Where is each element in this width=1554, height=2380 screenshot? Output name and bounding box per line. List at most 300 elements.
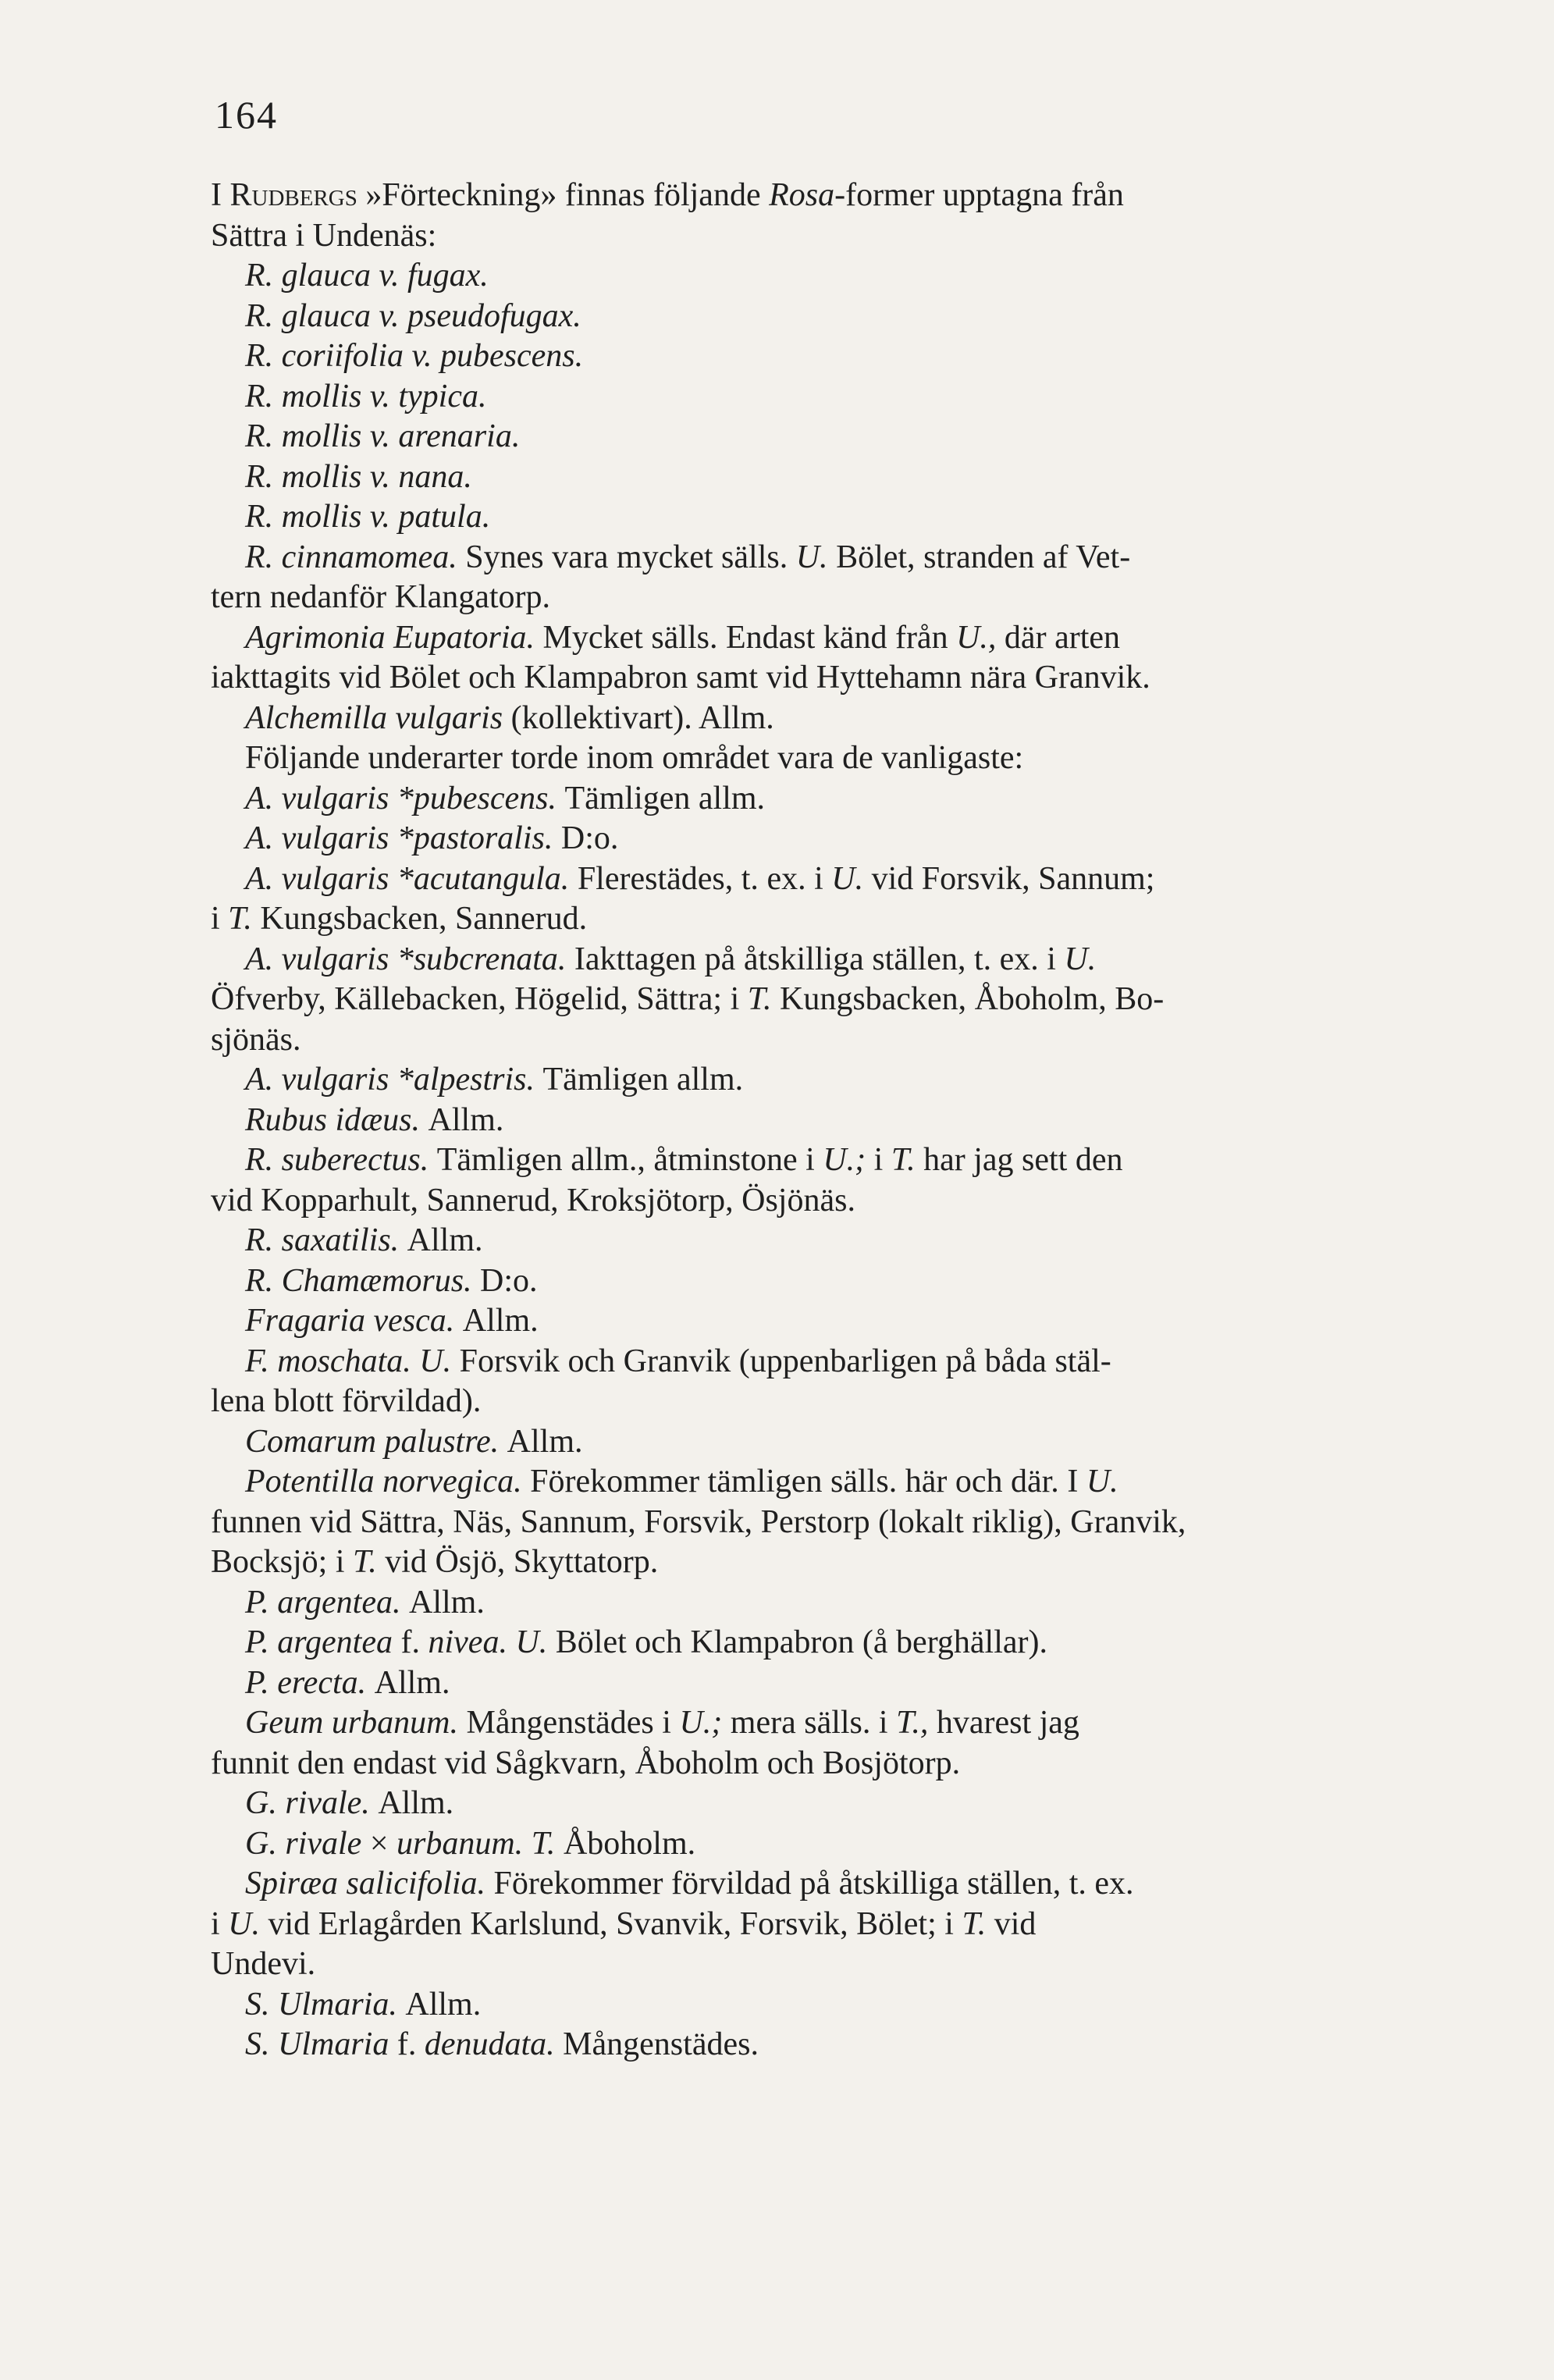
line-word: patula. [398, 499, 491, 535]
line-word: G. [245, 1785, 286, 1821]
line-word: Synes [465, 539, 553, 575]
line-word: glauca [281, 297, 379, 334]
line-word: R. [245, 499, 282, 535]
line-word: i [730, 981, 748, 1017]
line-word: vara [552, 539, 617, 575]
line-word: × [369, 1825, 397, 1862]
line-word: i [211, 901, 229, 937]
text-line-7 [211, 417, 1436, 457]
text-line-23 [211, 1060, 1436, 1101]
line-word: U. [515, 1624, 556, 1660]
text-line-45 [211, 1944, 1436, 1985]
line-word: vesca. [373, 1303, 463, 1339]
line-word: v. [369, 499, 399, 535]
line-word: U. [831, 860, 872, 897]
line-word: jag [1039, 1705, 1079, 1741]
line-word: Allm. [428, 1101, 504, 1138]
line-word: v. [379, 297, 407, 334]
text-line-22 [211, 1020, 1436, 1061]
line-word: på [799, 1866, 839, 1902]
line-word: har [923, 1142, 974, 1178]
line-word: i [211, 1905, 229, 1942]
text-line-11 [211, 578, 1436, 618]
text-line-10 [211, 538, 1436, 578]
line-word: t. [973, 941, 1000, 977]
text-line-24 [211, 1101, 1436, 1141]
line-word: och [766, 1745, 823, 1781]
line-word: Iakttagen [574, 941, 705, 977]
line-word: Endast [725, 619, 823, 656]
line-word: U., [956, 619, 1005, 656]
line-word: (uppenbarligen [738, 1343, 946, 1379]
line-word: arten [1054, 619, 1121, 656]
line-word: U. [228, 1905, 268, 1942]
line-word: Tämligen [436, 1142, 571, 1178]
quoted-title: »Förteckning» [365, 177, 557, 213]
line-word: *pubescens. [397, 780, 565, 816]
line-word: vulgaris [281, 780, 397, 816]
line-word: i [335, 1544, 354, 1580]
line-word: Chamæmorus. [281, 1262, 481, 1299]
line-word: pubescens. [440, 338, 584, 374]
line-word: vid [766, 660, 816, 696]
line-word: ställen, [967, 1866, 1069, 1902]
line-word: vid [211, 1182, 261, 1218]
line-word: på [704, 941, 744, 977]
line-word: området [662, 740, 778, 776]
text-line-12 [211, 618, 1436, 659]
line-word: förvildad [670, 1866, 800, 1902]
line-word: inom [586, 740, 663, 776]
line-word: urbanum. [331, 1705, 467, 1741]
text-line-25 [211, 1140, 1436, 1181]
line-word: t. [741, 860, 767, 897]
line-word: *subcrenata. [397, 941, 574, 977]
text-line-41 [211, 1784, 1436, 1824]
line-word: Sättra; [636, 981, 731, 1017]
line-word: v. [379, 258, 407, 293]
line-word: tämligen [707, 1464, 831, 1500]
line-word: Klampabron [524, 660, 696, 696]
line-word: Erlagården [318, 1905, 471, 1942]
line-word: vid [444, 1745, 495, 1781]
line-word: T. [353, 1544, 386, 1580]
line-word: Granvik. [1034, 660, 1150, 696]
text-line-17 [211, 819, 1436, 859]
text-line-37 [211, 1623, 1436, 1663]
line-word: Allm. [462, 1303, 539, 1339]
line-word: A. [245, 860, 282, 897]
text-line-31 [211, 1382, 1436, 1422]
text-line-47 [211, 2025, 1436, 2065]
line-word: sälls. [804, 1705, 879, 1741]
line-word: allm. [676, 1062, 744, 1098]
text-line-14 [211, 699, 1436, 739]
line-word: R. [245, 378, 282, 414]
line-word: Svanvik, [616, 1905, 740, 1942]
line-word: T. [747, 981, 780, 1017]
text-line-43 [211, 1864, 1436, 1905]
text-line-4 [211, 297, 1436, 337]
text-line-3 [211, 256, 1436, 297]
line-word: Vet- [1076, 539, 1131, 575]
line-word: Följande [245, 740, 368, 776]
line-word: rivale [285, 1825, 370, 1862]
line-word: v. [411, 338, 441, 374]
line-word: Hyttehamn [816, 660, 970, 696]
line-word: riklig), [972, 1503, 1071, 1540]
line-word: stranden [923, 539, 1043, 575]
line-word: R. [245, 297, 282, 334]
text-line-42 [211, 1824, 1436, 1865]
line-word: tern [211, 579, 270, 615]
line-word: v. [369, 418, 399, 454]
line-word: Mycket [542, 619, 652, 656]
line-word: t. [1069, 1866, 1095, 1902]
line-word: Karlslund, [470, 1905, 617, 1942]
line-word: T. [962, 1905, 994, 1942]
text-line-34 [211, 1503, 1436, 1543]
line-word: S. [245, 2026, 278, 2062]
line-word: Högelid, [514, 981, 637, 1017]
line-word: där [1004, 619, 1055, 656]
line-word: Spiræa [245, 1866, 347, 1902]
line-word: T., [896, 1705, 937, 1741]
text-line-19 [211, 899, 1436, 940]
text-line-15 [211, 738, 1436, 779]
line-word: Näs, [453, 1503, 521, 1540]
line-word: denudata. [424, 2026, 564, 2062]
line-word: åtskilliga [743, 941, 873, 977]
line-word: R. [245, 539, 282, 575]
line-word: Rubus [245, 1101, 336, 1138]
line-word: sett [1022, 1142, 1076, 1178]
line-word: torde [510, 740, 587, 776]
line-word: arenaria. [398, 418, 521, 454]
line-word: urbanum. [397, 1825, 532, 1862]
line-word: vid [871, 860, 922, 897]
line-word: F. [245, 1343, 278, 1379]
line-word: vid [994, 1905, 1037, 1942]
page-number: 164 [215, 93, 278, 137]
line-word: vid [339, 660, 389, 696]
text-line-2 [211, 216, 1436, 257]
line-word: där. [1011, 1464, 1068, 1500]
line-word: lena [211, 1383, 274, 1419]
line-word: i [805, 1142, 823, 1178]
text-line-32 [211, 1422, 1436, 1463]
text-line-5 [211, 336, 1436, 377]
line-word: Åboholm, [974, 981, 1115, 1017]
line-word: sälls. [721, 539, 796, 575]
line-word: stäl- [1054, 1343, 1111, 1379]
line-word: Sättra, [360, 1503, 453, 1540]
text-line-33 [211, 1462, 1436, 1503]
line-word: Potentilla [245, 1464, 383, 1500]
line-word: i [662, 1705, 680, 1741]
line-word: hvarest [936, 1705, 1040, 1741]
line-word: Mångenstädes. [563, 2026, 759, 2062]
line-word: fugax. [407, 258, 489, 293]
line-word: A. [245, 941, 282, 977]
line-word: båda [984, 1343, 1055, 1379]
line-word: af [1042, 539, 1076, 575]
line-word: vulgaris [281, 820, 397, 856]
line-word: Ulmaria. [278, 1986, 406, 2022]
line-word: Forsvik, [739, 1905, 857, 1942]
genus-name: Rosa [769, 177, 835, 213]
line-word: i [873, 1142, 891, 1178]
text-line-28 [211, 1261, 1436, 1302]
line-word: pseudofugax. [407, 297, 581, 334]
line-word: suberectus. [281, 1142, 437, 1178]
line-word: Fragaria [245, 1303, 374, 1339]
line-word: Forsvik, [644, 1503, 761, 1540]
line-word: *alpestris. [397, 1062, 543, 1098]
line-word: vara [777, 740, 843, 776]
line-word: vulgaris [281, 860, 397, 897]
line-word: Bölet [555, 1624, 635, 1660]
line-word: Åboholm [635, 1745, 767, 1781]
line-word: Allm. [507, 1423, 583, 1460]
line-word: Åboholm. [563, 1825, 696, 1862]
line-word: Kungsbacken, [779, 981, 975, 1017]
line-word: mera [730, 1705, 805, 1741]
text-line-29 [211, 1301, 1436, 1342]
line-word: U. [419, 1343, 460, 1379]
line-word: Sättra [211, 217, 296, 254]
line-word: U. [1086, 1464, 1118, 1500]
line-word: blott [273, 1383, 342, 1419]
line-word: mollis [281, 418, 370, 454]
line-word: de [842, 740, 882, 776]
line-word: T. [891, 1142, 924, 1178]
line-word: vulgaris [281, 1062, 397, 1098]
text-line-36 [211, 1583, 1436, 1624]
line-word: argentea. [277, 1584, 409, 1620]
line-word: (å [862, 1624, 897, 1660]
line-word: A. [245, 820, 282, 856]
line-word: rivale. [285, 1785, 379, 1821]
line-word: nära [969, 660, 1035, 696]
line-word: funnit [211, 1745, 297, 1781]
line-word: Bölet [389, 660, 469, 696]
line-word: Öfverby, [211, 981, 335, 1017]
line-word: mollis [281, 458, 370, 495]
page-body [211, 176, 1436, 2065]
line-word: Bölet, [836, 539, 924, 575]
line-word: Comarum [245, 1423, 385, 1460]
line-word: förvildad). [341, 1383, 482, 1419]
line-word: sälls. [651, 619, 726, 656]
line-word: Kopparhult, [261, 1182, 427, 1218]
line-word: och [468, 660, 525, 696]
text-lines [211, 216, 1436, 2065]
line-word: Eupatoria. [393, 619, 543, 656]
line-word: i [878, 1705, 897, 1741]
line-word: f. [397, 2026, 425, 2062]
line-word: D:o. [480, 1262, 538, 1299]
text-line-9 [211, 497, 1436, 538]
text-line-18 [211, 859, 1436, 900]
line-word: Bo- [1115, 981, 1165, 1017]
text-line-20 [211, 940, 1436, 980]
line-word: ex. [766, 860, 815, 897]
line-word: vanligaste: [881, 740, 1024, 776]
line-word: argentea [277, 1624, 401, 1660]
line-word: v. [369, 458, 399, 495]
line-word: i [1047, 941, 1065, 977]
line-word: Forsvik [459, 1343, 568, 1379]
line-word: (kollektivart). [510, 699, 699, 736]
line-word: vid [268, 1905, 318, 1942]
line-word: underarter [368, 740, 511, 776]
line-word: R. [245, 338, 282, 374]
line-word: jag [973, 1142, 1022, 1178]
line-word: Tämligen [542, 1062, 677, 1098]
line-word: funnen [211, 1503, 311, 1540]
line-word: Förekommer [493, 1866, 671, 1902]
line-word: Ösjönäs. [741, 1182, 855, 1218]
line-word: Allm. [407, 1222, 483, 1258]
line-word: U.; [823, 1142, 874, 1178]
line-word: Sannum, [520, 1503, 645, 1540]
line-word: typica. [398, 378, 487, 414]
line-word: på [945, 1343, 985, 1379]
line-word: Sannerud. [455, 901, 588, 937]
line-word: från [894, 619, 957, 656]
line-word: saxatilis. [281, 1222, 407, 1258]
line-word: och [955, 1464, 1011, 1500]
line-word: allm., [571, 1142, 654, 1178]
line-word: Ulmaria [278, 2026, 397, 2062]
text-line-30 [211, 1342, 1436, 1382]
line-word: R. [245, 1262, 282, 1299]
line-word: Mångenstädes [466, 1705, 663, 1741]
line-word: R. [245, 458, 282, 495]
line-word: P. [245, 1624, 278, 1660]
line-word: samt [695, 660, 766, 696]
line-word: Källebacken, [334, 981, 515, 1017]
line-word: Kungsbacken, [260, 901, 456, 937]
line-word: berghällar). [896, 1624, 1048, 1660]
text-line-38 [211, 1663, 1436, 1704]
line-word: mycket [616, 539, 722, 575]
line-word: Klangatorp. [394, 579, 551, 615]
text-line-39 [211, 1703, 1436, 1744]
line-word: ex. [999, 941, 1047, 977]
line-word: den [1075, 1142, 1123, 1178]
line-word: vulgaris [281, 941, 397, 977]
line-word: Bosjötorp. [822, 1745, 961, 1781]
line-word: coriifolia [281, 338, 412, 374]
line-word: T. [228, 901, 261, 937]
line-word: vid [385, 1544, 436, 1580]
line-word: Perstorp [760, 1503, 879, 1540]
line-word: G. [245, 1825, 286, 1862]
line-fragment: -former upptagna från [834, 177, 1124, 213]
line-word: I [1067, 1464, 1086, 1500]
text-line-1 [211, 176, 1436, 216]
line-word: Forsvik, [921, 860, 1039, 897]
line-word: Sannerud, [426, 1182, 567, 1218]
line-word: vid [310, 1503, 361, 1540]
line-word: åtskilliga [838, 1866, 968, 1902]
line-word: Allm. [374, 1664, 450, 1701]
line-word: den [297, 1745, 353, 1781]
line-word: S. [245, 1986, 278, 2022]
line-word: Sågkvarn, [494, 1745, 635, 1781]
line-fragment: I [211, 177, 230, 213]
line-word: R. [245, 1142, 282, 1178]
text-line-46 [211, 1985, 1436, 2026]
line-word: ställen, [872, 941, 974, 977]
text-line-6 [211, 377, 1436, 418]
line-word: Granvik [623, 1343, 739, 1379]
line-word: iakttagits [211, 660, 340, 696]
line-word: *acutangula. [397, 860, 578, 897]
line-word: palustre. [384, 1423, 507, 1460]
line-word: mollis [281, 499, 370, 535]
line-word: (lokalt [878, 1503, 973, 1540]
line-word: Allm. [405, 1986, 482, 2022]
line-word: Kroksjötorp, [567, 1182, 742, 1218]
line-word: nivea. [428, 1624, 516, 1660]
line-word: salicifolia. [346, 1866, 494, 1902]
line-word: Sannum; [1038, 860, 1155, 897]
line-word: i [814, 860, 832, 897]
line-word: Granvik, [1070, 1503, 1186, 1540]
line-word: Ösjö, [435, 1544, 514, 1580]
line-word: Allm. [698, 699, 774, 736]
line-word: D:o. [560, 820, 619, 856]
line-word: v. [369, 378, 399, 414]
line-word: endast [352, 1745, 445, 1781]
line-word: R. [245, 1222, 282, 1258]
line-word: erecta. [277, 1664, 375, 1701]
line-word: nedanför [269, 579, 395, 615]
line-word: glauca [281, 258, 379, 293]
text-line-44 [211, 1905, 1436, 1945]
text-line-35 [211, 1542, 1436, 1583]
line-word: här [905, 1464, 955, 1500]
line-word: A. [245, 1062, 282, 1098]
line-word: sälls. [830, 1464, 905, 1500]
line-word: U. [1064, 941, 1097, 977]
line-word: vulgaris [395, 699, 511, 736]
line-word: Skyttatorp. [513, 1544, 659, 1580]
line-word: Allm. [378, 1785, 454, 1821]
line-word: Bocksjö; [211, 1544, 336, 1580]
line-word: *pastoralis. [397, 820, 561, 856]
line-word: Klampabron [690, 1624, 862, 1660]
line-word: f. [400, 1624, 429, 1660]
line-word: i [295, 217, 313, 254]
line-word: idæus. [335, 1101, 429, 1138]
line-word: Undenäs: [312, 217, 437, 254]
line-word: åtminstone [653, 1142, 806, 1178]
line-word: Alchemilla [245, 699, 396, 736]
line-word: Undevi. [211, 1946, 316, 1982]
line-word: R. [245, 258, 282, 293]
text-line-27 [211, 1221, 1436, 1261]
line-word: Bölet; [856, 1905, 945, 1942]
line-word: norvegica. [382, 1464, 531, 1500]
line-word: U.; [679, 1705, 731, 1741]
line-word: Allm. [409, 1584, 485, 1620]
line-word: moschata. [277, 1343, 420, 1379]
line-word: mollis [281, 378, 370, 414]
